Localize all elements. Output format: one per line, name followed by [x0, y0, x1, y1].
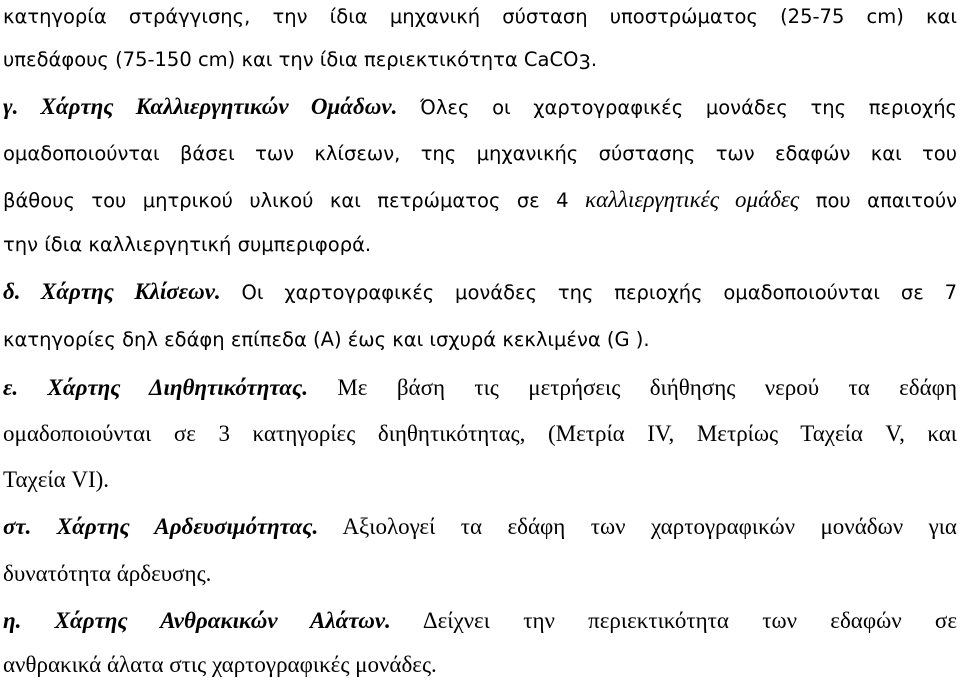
subscript-text: 3: [578, 51, 591, 74]
section-heading-delta: δ. Χάρτης Κλίσεων.: [3, 279, 221, 304]
emphasis-text: καλλιεργητικές ομάδες: [585, 187, 800, 212]
section-heading-eta: η. Χάρτης Ανθρακικών Αλάτων.: [3, 608, 391, 633]
section-heading-epsilon: ε. Χάρτης Διηθητικότητας.: [3, 375, 308, 400]
text-span: βάθους του μητρικού υλικού και πετρώματος σε 4: [3, 189, 586, 212]
section-st-first-line: [3, 510, 957, 544]
section-eta-first-line: [3, 604, 957, 638]
section-heading-st: στ. Χάρτης Αρδευσιμότητας.: [3, 514, 319, 539]
text-span: που απαιτούν: [799, 189, 957, 212]
text-line: δυνατότητα άρδευσης.: [3, 561, 212, 586]
text-span: υπεδάφους (75-150 cm) και την ίδια περιεκτικότητα CaCO: [3, 48, 579, 71]
text-span: Με βάση τις μετρήσεις διήθησης νερού τα εδάφη: [308, 375, 957, 400]
text-span: Όλες οι χαρτογραφικές μονάδες της περιοχής: [397, 96, 957, 119]
text-span: Δείχνει την περιεκτικότητα των εδαφών σε: [390, 608, 957, 633]
section-heading-gamma: γ. Χάρτης Καλλιεργητικών Ομάδων.: [3, 94, 398, 119]
section-delta-first-line: [3, 275, 957, 309]
text-line: [3, 183, 957, 217]
text-line: κατηγορία στράγγισης, την ίδια μηχανική σύσταση υποστρώματος (25-75 cm) και: [3, 5, 957, 28]
text-span: Οι χαρτογραφικές μονάδες της περιοχής ομαδοποιούνται σε 7: [220, 281, 957, 304]
text-line: κατηγορίες δηλ εδάφη επίπεδα (Α) έως και ισχυρά κεκλιμένα (G ).: [3, 328, 650, 351]
text-line: ομαδοποιούνται βάσει των κλίσεων, της μηχανικής σύστασης των εδαφών και του: [3, 142, 957, 165]
text-span: .: [590, 48, 598, 71]
text-line: ομαδοποιούνται σε 3 κατηγορίες διηθητικότητας, (Μετρία IV, Μετρίως Ταχεία V, και: [3, 421, 957, 446]
section-gamma-first-line: [3, 90, 957, 124]
text-line: ανθρακικά άλατα στις χαρτογραφικές μονάδες.: [3, 652, 437, 677]
text-span: Αξιολογεί τα εδάφη των χαρτογραφικών μονάδων για: [318, 514, 957, 539]
section-epsilon-first-line: [3, 371, 957, 405]
text-line: Ταχεία VI).: [3, 467, 110, 492]
text-line: [3, 43, 957, 77]
text-line: την ίδια καλλιεργητική συμπεριφορά.: [3, 233, 372, 256]
